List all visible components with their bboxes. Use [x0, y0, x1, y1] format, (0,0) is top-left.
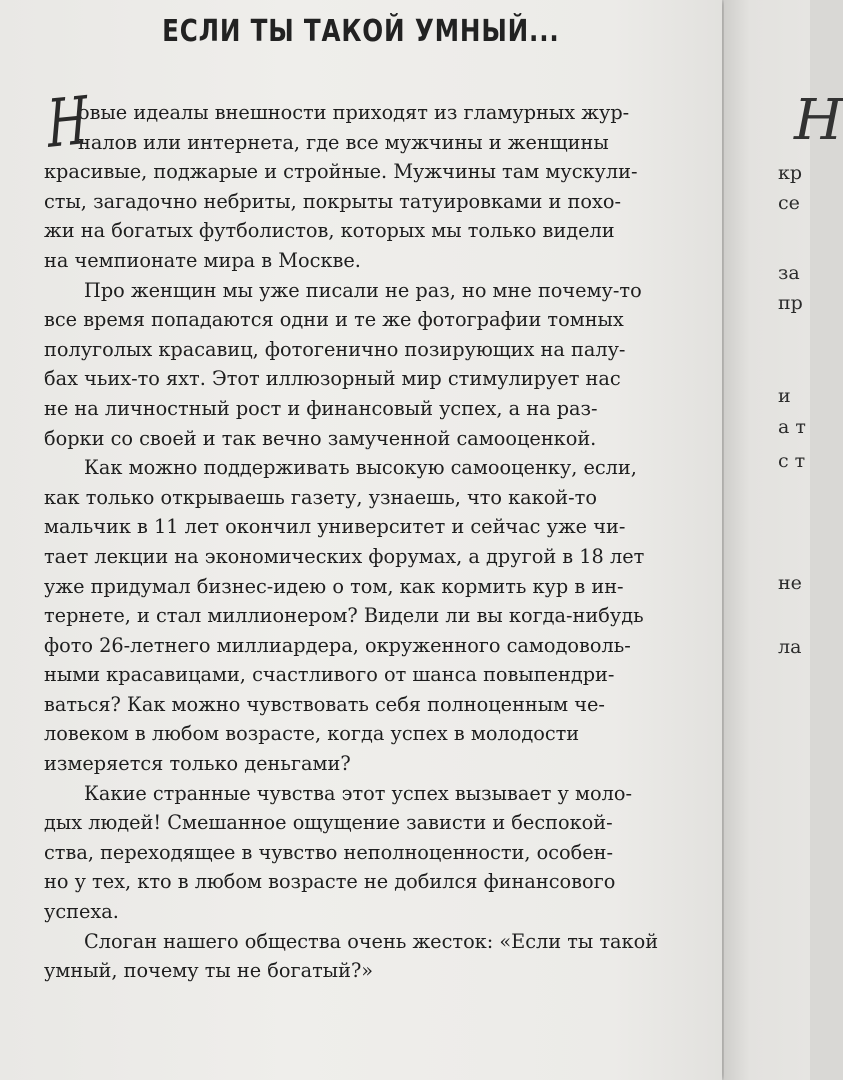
adjacent-page-fragment: ла [778, 636, 802, 658]
text-line: дых людей! Смешанное ощущение зависти и беспокой- [44, 811, 613, 835]
text-line: на чемпионате мира в Москве. [44, 248, 361, 272]
paragraph-5 [44, 927, 684, 986]
adjacent-page-fragment: с т [778, 450, 806, 472]
adjacent-page-fragment: Н [794, 88, 843, 153]
text-line: но у тех, кто в любом возрасте не добился финансового [44, 870, 616, 894]
text-line: все время попадаются одни и те же фотографии томных [44, 308, 624, 332]
text-line: красивые, поджарые и стройные. Мужчины там мускули- [44, 160, 638, 184]
text-line: умный, почему ты не богатый?» [44, 959, 374, 983]
adjacent-page-fragment: не [778, 572, 802, 594]
paragraph-1 [44, 81, 684, 276]
paragraph-2 [44, 276, 684, 454]
adjacent-page-fragment: а т [778, 416, 806, 438]
adjacent-page-fragment: за [778, 262, 800, 284]
text-line: измеряется только деньгами? [44, 752, 351, 776]
text-line: тернете, и стал миллионером? Видели ли вы когда-нибудь [44, 604, 644, 628]
text-line: борки со своей и так вечно замученной самооценкой. [44, 426, 597, 450]
text-line: налов или интернета, где все мужчины и женщины [78, 130, 609, 154]
adjacent-page-fragment: се [778, 192, 800, 214]
text-line: овые идеалы внешности приходят из гламурных жур- [78, 101, 630, 124]
text-line: Слоган нашего общества очень жесток: «Если ты такой [84, 929, 659, 953]
adjacent-page-fragment: и [778, 385, 791, 407]
drop-cap: Н [45, 81, 90, 163]
adjacent-page-fragment: пр [778, 292, 803, 314]
text-line: успеха. [44, 900, 119, 924]
text-line: жи на богатых футболистов, которых мы только видели [44, 219, 615, 243]
text-line: как только открываешь газету, узнаешь, что какой-то [44, 485, 597, 509]
text-line: не на личностный рост и финансовый успех, а на раз- [44, 396, 598, 420]
text-line: тает лекции на экономических форумах, а другой в 18 лет [44, 544, 645, 568]
text-line: ловеком в любом возрасте, когда успех в молодости [44, 722, 580, 746]
text-line: Про женщин мы уже писали не раз, но мне почему-то [84, 278, 642, 302]
adjacent-page-edge [724, 0, 843, 1080]
text-line: ваться? Как можно чувствовать себя полноценным че- [44, 692, 605, 716]
text-line: полуголых красавиц, фотогенично позирующих на палу- [44, 337, 626, 361]
paragraph-4 [44, 779, 684, 927]
text-line: фото 26-летнего миллиардера, окруженного самодоволь- [44, 633, 631, 657]
text-line: бах чьих-то яхт. Этот иллюзорный мир стимулирует нас [44, 367, 621, 391]
text-line: уже придумал бизнес-идею о том, как кормить кур в ин- [44, 574, 624, 598]
text-line: ства, переходящее в чувство неполноценности, особен- [44, 840, 613, 864]
text-line: Какие странные чувства этот успех вызывает у моло- [84, 781, 632, 805]
chapter-title: ЕСЛИ ТЫ ТАКОЙ УМНЫЙ... [162, 14, 560, 49]
adjacent-page-fragment: кр [778, 162, 803, 184]
text-line: ными красавицами, счастливого от шанса повыпендри- [44, 663, 615, 687]
text-line: сты, загадочно небриты, покрыты татуировками и похо- [44, 189, 621, 213]
text-line: Как можно поддерживать высокую самооценку, если, [84, 456, 637, 480]
text-line: мальчик в 11 лет окончил университет и сейчас уже чи- [44, 515, 626, 539]
paragraph-3 [44, 453, 684, 779]
page-text [44, 81, 684, 986]
